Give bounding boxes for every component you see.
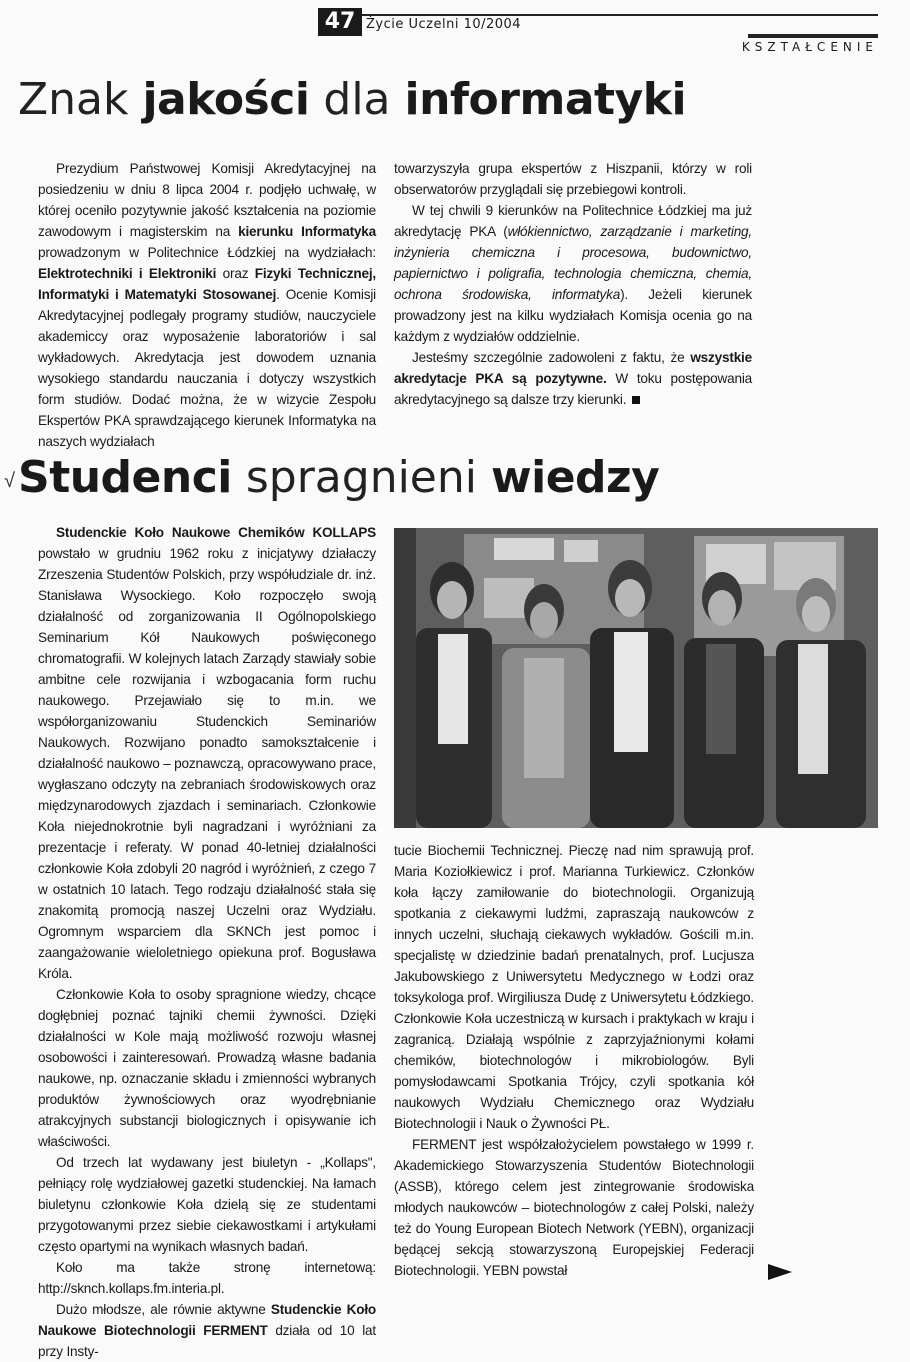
text-run-bold: wszystkie akredytacje PKA są pozytywne.: [394, 350, 752, 386]
paragraph: Koło ma także stronę internetową: http://sknch.kollaps.fm.interia.pl.: [38, 1260, 376, 1296]
article2-headline: [18, 450, 659, 506]
text-run: ). Jeżeli kierunek prowadzony jest na kilku wydziałach Komisja ocenia go na każdym z wydziałów oddzielnie.: [394, 287, 752, 344]
headline-word: Studenci: [18, 452, 232, 503]
section-label: KSZTAŁCENIE: [741, 40, 878, 54]
end-of-article-icon: [632, 396, 640, 404]
text-run-bold: Studenckie Koło Naukowe Biotechnologii FERMENT: [38, 1302, 376, 1338]
headline-word: Znak: [18, 74, 143, 125]
photo-illustration: [394, 528, 878, 828]
text-run-italic: włókiennictwo, zarządzanie i marketing, inżynieria chemiczna i procesowa, budownictwo, papiernictwo i poligrafia, technologia chemiczna, chemia, ochrona środowiska, informatyka: [394, 224, 752, 302]
paragraph: [394, 840, 754, 1134]
paragraph: [394, 347, 752, 410]
article2-right-column: [394, 840, 754, 1281]
article2-left-column: [38, 522, 376, 1362]
text-run: . Ocenie Komisji Akredytacyjnej podlegały programy studiów, nauczyciele akademiccy oraz wyposażenie laboratoriów i sal wykładowych. Akredytacja jest dowodem uznania wysokiego standardu nauczania i dotyczy wszystkich form studiów. Dodać można, że w wizycie Zespołu Ekspertów PKA sprawdzającego kierunek Informatyka na naszych wydziałach: [38, 287, 376, 449]
text-run: Dużo młodsze, ale równie aktywne: [56, 1302, 271, 1317]
paragraph: [38, 158, 376, 452]
headline-word: informatyki: [404, 74, 687, 125]
text-run: W toku postępowania akredytacyjnego są dalsze trzy kierunki.: [394, 371, 752, 407]
text-run-bold: kierunku Informatyka: [238, 224, 376, 239]
group-photo: [394, 528, 878, 828]
paragraph: Od trzech lat wydawany jest biuletyn - „Kollaps", pełniący rolę wydziałowej gazetki studenckiej. Na łamach biuletynu członkowie Koła dzielą się ze studentami przygotowanymi przez siebie ciekawostkami i artykułami często opartymi na wynikach własnych badań.: [38, 1155, 376, 1254]
headline-word: wiedzy: [490, 452, 660, 503]
handwritten-check-icon: √: [4, 470, 15, 492]
article1-left-column: [38, 158, 376, 452]
text-run: oraz: [216, 266, 255, 281]
paragraph: towarzyszyła grupa ekspertów z Hiszpanii, którzy w roli obserwatorów przyglądali się przebiegowi kontroli.: [394, 161, 752, 197]
paragraph: [394, 200, 752, 347]
text-run: W tej chwili 9 kierunków na Politechnice Łódzkiej ma już akredytację PKA (: [394, 203, 752, 239]
article1-right-column: [394, 158, 752, 410]
text-run: powstało w grudniu 1962 roku z inicjatywy działaczy Zrzeszenia Studentów Polskich, przy współudziale dr. inż. Stanisława Wysockiego. Koło rozpoczęło swoją działalność od zorganizowania II Ogólnopolskiego Seminarium Kół Naukowych poświęconego chromatografii. W kolejnych latach Zarządy stawiały sobie ambitne cele rozwijania i wzbogacania form ruchu naukowego. Przejawiało się to m.in. we współorganizowaniu Studenckich Seminariów Naukowych. Rozwijano ponadto samokształcenie i działalność naukowo – poznawczą, opracowywano prace, wygłaszano odczyty na zebraniach środowiskowych oraz międzynarodowych zjazdach i seminariach. Członkowie Koła niejednokrotnie byli nagradzani i wyróżniani za prezentacje i referaty. W ponad 40-letniej działalności członkowie Koła zdobyli 20 nagród i wyróżnień, z czego 7 w ostatnich 10 latach. Tego rodzaju działalność stała się znakomitą promocją naszej Uczelni oraz Wydziału. Ogromnym wsparciem dla SKNCh jest pomoc i zaangażowanie wieloletniego opiekuna prof. Bogusława Króla.: [38, 546, 376, 981]
page-number: 47: [318, 8, 362, 36]
text-run: prowadzonym w Politechnice Łódzkiej na wydziałach:: [38, 245, 376, 260]
paragraph: Członkowie Koła to osoby spragnione wiedzy, chcące dogłębniej poznać tajniki chemii żywności. Dzięki działalności w Kole mają możliwość rozwoju własnej osobowości i zainteresowań. Prowadzą własne badania naukowe, np. oznaczanie składu i zmienności wybranych produktów żywnościowych oraz wyodrębnianie atrakcyjnych substancji biologicznych i opisywanie ich właściwości.: [38, 987, 376, 1149]
paragraph: [38, 522, 376, 984]
continue-arrow-icon: [768, 1262, 792, 1282]
magazine-title: Życie Uczelni 10/2004: [366, 17, 522, 32]
headline-word: spragnieni: [231, 452, 491, 503]
text-run: Prezydium Państwowej Komisji Akredytacyjnej na posiedzeniu w dniu 8 lipca 2004 r. podjęło uchwałę, w której oceniło pozytywnie jakość kształcenia na poziomie zawodowym i magisterskim na: [38, 161, 376, 239]
section-rule: [748, 34, 878, 38]
headline-word: dla: [309, 74, 405, 125]
header-rule: [318, 14, 878, 16]
text-run-bold: Elektrotechniki i Elektroniki: [38, 266, 217, 281]
text-run: Jesteśmy szczególnie zadowoleni z faktu, że: [412, 350, 691, 365]
text-run-bold: Fizyki Technicznej, Informatyki i Matematyki Stosowanej: [38, 266, 376, 302]
text-run: działa od 10 lat przy Insty-: [38, 1323, 376, 1359]
paragraph: FERMENT jest współzałożycielem powstałego w 1999 r. Akademickiego Stowarzyszenia Studentów Biotechnologii (ASSB), którego celem jest zintegrowanie środowiska młodych naukowców – biotechnologów z całej Polski, należy też do Young European Biotech Network (YEBN), organizacji będącej sekcją stowarzyszoną Europejskiej Federacji Biotechnologii. YEBN powstał: [394, 1137, 754, 1278]
text-run: tucie Biochemii Technicznej. Pieczę nad nim sprawują prof. Maria Koziołkiewicz i prof. Marianna Turkiewicz. Członków koła łączy zamiłowanie do biotechnologii. Organizują spotkania z ciekawymi ludźmi, zapraszają naukowców z innych uczelni, słuchają ciekawych wykładów. Gościli m.in. specjalistę w dziedzinie badań prenatalnych, prof. Lucjusza Jakubowskiego z Uniwersytetu Medycznego w Łodzi oraz toksykologa prof. Wirgiliusza Dudę z Uniwersytetu Łódzkiego. Członkowie Koła uczestniczą w kursach i praktykach w kraju i zagranicą. Działają wspólnie z zaprzyjaźnionymi kołami chemików, biotechnologów i mikrobiologów. Byli pomysłodawcami Spotkania Trójcy, czyli spotkania kół naukowych Wydziału Chemicznego oraz Wydziału Biotechnologii i Nauk o Żywności PŁ.: [394, 843, 754, 1131]
paragraph: [38, 1299, 376, 1362]
text-run-bold: Studenckie Koło Naukowe Chemików KOLLAPS: [56, 525, 376, 540]
article1-headline: [18, 72, 686, 128]
headline-word: jakości: [142, 74, 310, 125]
